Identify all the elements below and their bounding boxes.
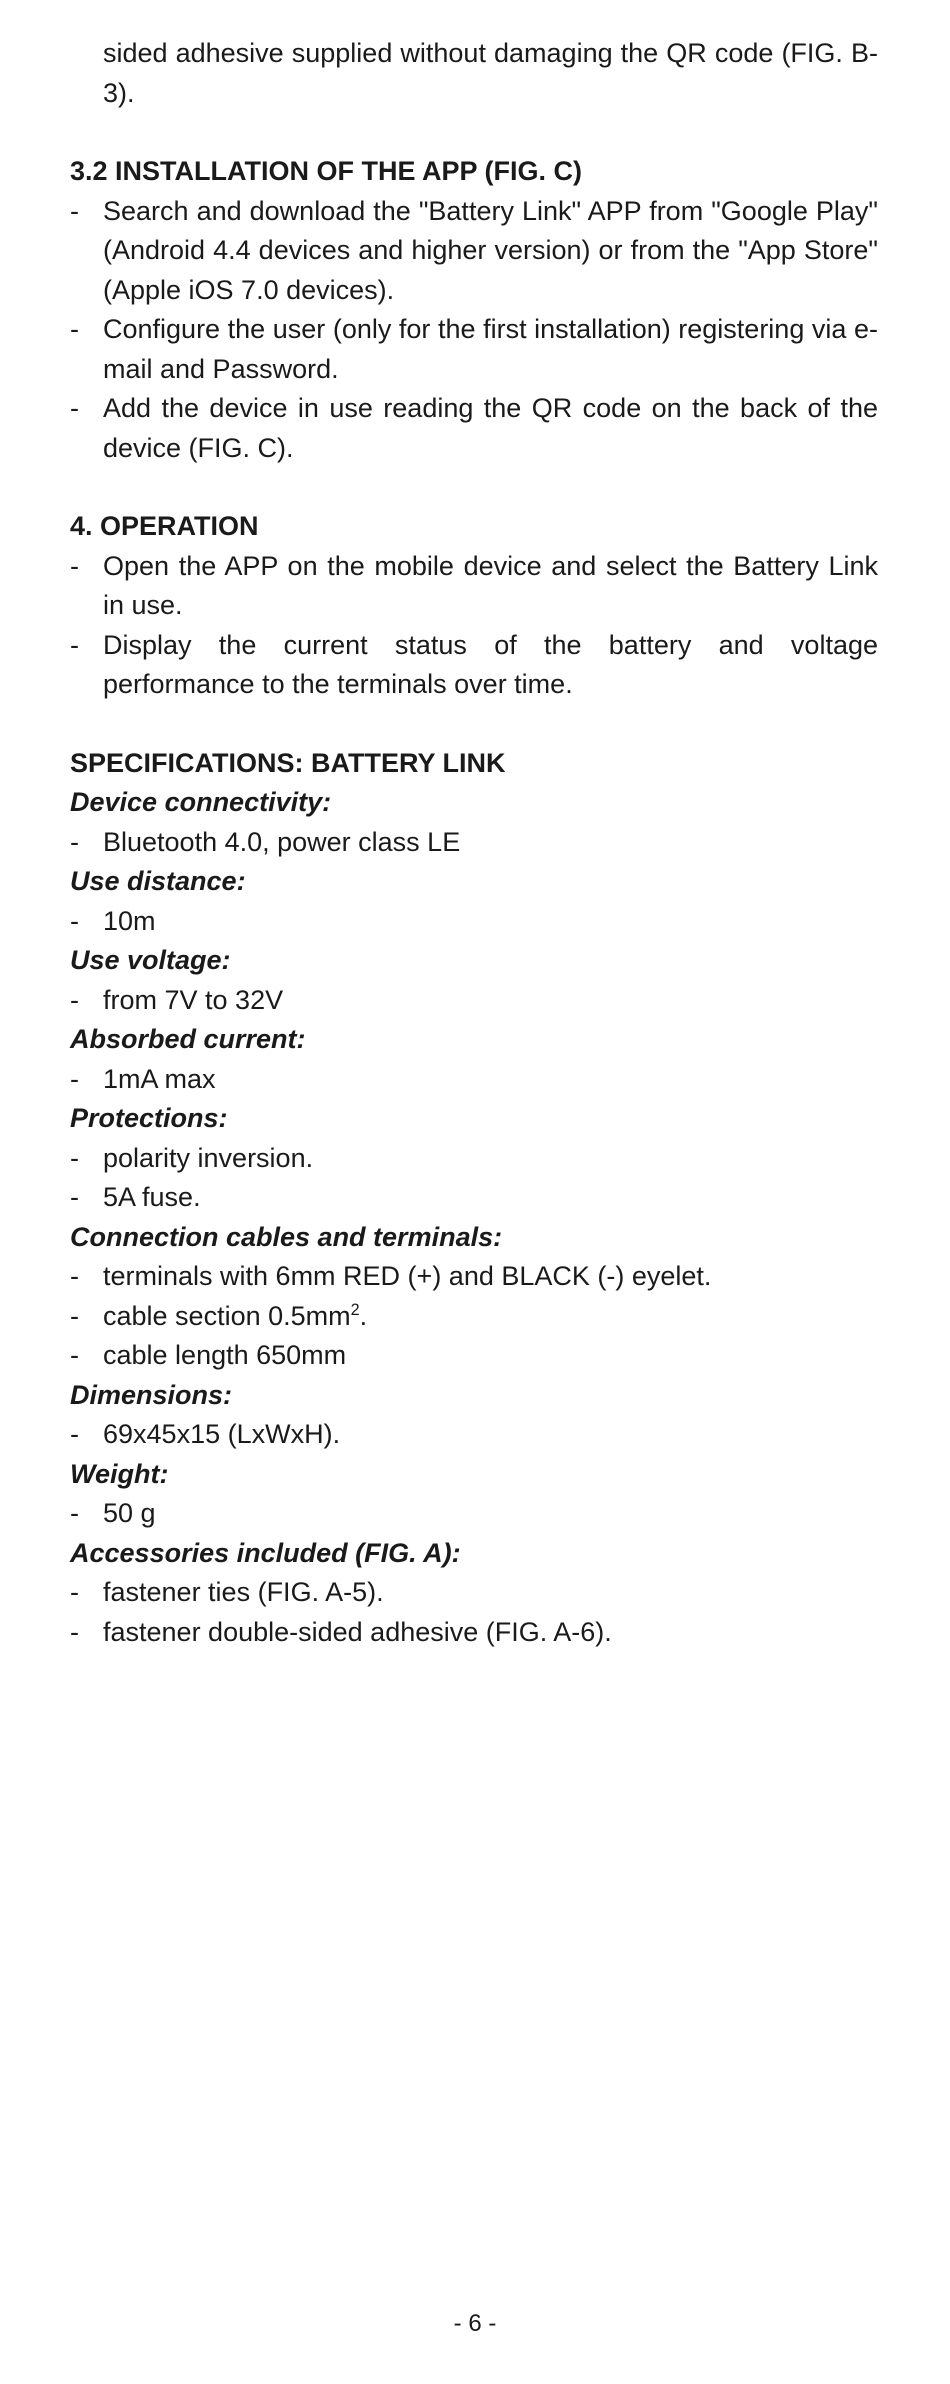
- spec-item-text: 50 g: [103, 1498, 156, 1528]
- list-marker: -: [70, 195, 79, 226]
- spec-label: Weight:: [70, 1458, 169, 1489]
- spec-item-text: 1mA max: [103, 1063, 216, 1094]
- spec-item-text: polarity inversion.: [103, 1142, 314, 1173]
- spec-item-text: 5A fuse.: [103, 1182, 201, 1212]
- punctuation: .: [359, 1300, 368, 1331]
- spec-device-connectivity: [70, 783, 878, 862]
- spec-label: Accessories included (FIG. A):: [70, 1537, 461, 1568]
- spec-item-text: cable section 0.5mm: [103, 1300, 351, 1331]
- list-marker: -: [70, 629, 79, 660]
- spec-label: Device connectivity:: [70, 787, 332, 817]
- spec-item-text: 69x45x15 (LxWxH).: [103, 1419, 341, 1449]
- spec-item-text: fastener ties (FIG. A-5).: [103, 1577, 384, 1607]
- installation-heading: 3.2 INSTALLATION OF THE APP (FIG. C): [70, 156, 583, 186]
- superscript: 2: [350, 1300, 360, 1319]
- spec-item: [70, 1178, 878, 1218]
- spec-item-text: cable length 650mm: [103, 1340, 347, 1370]
- list-marker: -: [70, 1142, 79, 1173]
- spec-accessories: [70, 1534, 878, 1653]
- spec-item: [70, 1494, 878, 1534]
- specifications-section: [70, 744, 878, 1653]
- spec-item-text: terminals with 6mm RED (+) and BLACK (-) eyelet.: [103, 1261, 712, 1291]
- spec-item-text: from 7V to 32V: [103, 984, 284, 1015]
- spec-item: [70, 1297, 878, 1337]
- spec-item: [70, 823, 878, 863]
- spec-label: Protections:: [70, 1103, 228, 1133]
- page-number: - 6 -: [453, 2310, 497, 2337]
- list-item-text: Configure the user (only for the first installation) registering via e-mail and Password.: [103, 314, 878, 384]
- spec-item-text: 10m: [103, 905, 156, 936]
- spec-item: [70, 1257, 878, 1297]
- list-marker: -: [70, 905, 79, 936]
- specifications-heading: SPECIFICATIONS: BATTERY LINK: [70, 747, 506, 778]
- intro-continuation: sided adhesive supplied without damaging the QR code (FIG. B-3).: [103, 38, 878, 108]
- list-marker: -: [70, 314, 79, 344]
- list-marker: -: [70, 1063, 79, 1094]
- spec-protections: [70, 1099, 878, 1218]
- list-marker: -: [70, 1419, 79, 1449]
- list-marker: -: [70, 1182, 79, 1212]
- spec-item-text: fastener double-sided adhesive (FIG. A-6).: [103, 1616, 612, 1647]
- list-item-text: Display the current status of the battery and voltage performance to the terminals over time.: [103, 629, 878, 699]
- operation-section: [70, 507, 878, 705]
- spec-item: [70, 1573, 878, 1613]
- spec-connection-cables: [70, 1218, 878, 1376]
- list-marker: -: [70, 1300, 79, 1331]
- spec-weight: [70, 1455, 878, 1534]
- spec-item: [70, 1139, 878, 1179]
- spec-label: Use distance:: [70, 866, 246, 896]
- list-marker: -: [70, 1498, 79, 1528]
- list-marker: -: [70, 1616, 79, 1647]
- list-item-text: Open the APP on the mobile device and select the Battery Link in use.: [103, 550, 878, 620]
- spec-label: Connection cables and terminals:: [70, 1221, 503, 1252]
- spec-item-text: Bluetooth 4.0, power class LE: [103, 826, 461, 857]
- list-marker: -: [70, 550, 79, 581]
- spec-use-distance: [70, 862, 878, 941]
- list-item: [70, 192, 878, 311]
- spec-dimensions: [70, 1376, 878, 1455]
- spec-use-voltage: [70, 941, 878, 1020]
- list-marker: -: [70, 393, 79, 423]
- list-item: [70, 547, 878, 626]
- spec-label: Dimensions:: [70, 1379, 233, 1410]
- list-marker: -: [70, 1577, 79, 1607]
- list-marker: -: [70, 984, 79, 1015]
- installation-section: [70, 152, 878, 468]
- list-item: [70, 389, 878, 468]
- spec-item: [70, 902, 878, 942]
- spec-item: [70, 981, 878, 1021]
- manual-page: [70, 34, 878, 1652]
- spec-label: Use voltage:: [70, 945, 231, 975]
- list-item: [70, 626, 878, 705]
- operation-heading: 4. OPERATION: [70, 511, 259, 541]
- list-marker: -: [70, 826, 79, 857]
- spec-item: [70, 1415, 878, 1455]
- spec-absorbed-current: [70, 1020, 878, 1099]
- list-marker: -: [70, 1261, 79, 1291]
- list-item: [70, 310, 878, 389]
- list-item-text: Search and download the "Battery Link" APP from "Google Play" (Android 4.4 devices and higher version) or from the "App Store" (Apple iOS 7.0 devices).: [103, 195, 878, 305]
- spec-item: [70, 1336, 878, 1376]
- spec-item: [70, 1613, 878, 1653]
- spec-item: [70, 1060, 878, 1100]
- spec-label: Absorbed current:: [70, 1024, 306, 1054]
- list-marker: -: [70, 1340, 79, 1370]
- list-item-text: Add the device in use reading the QR code on the back of the device (FIG. C).: [103, 393, 878, 463]
